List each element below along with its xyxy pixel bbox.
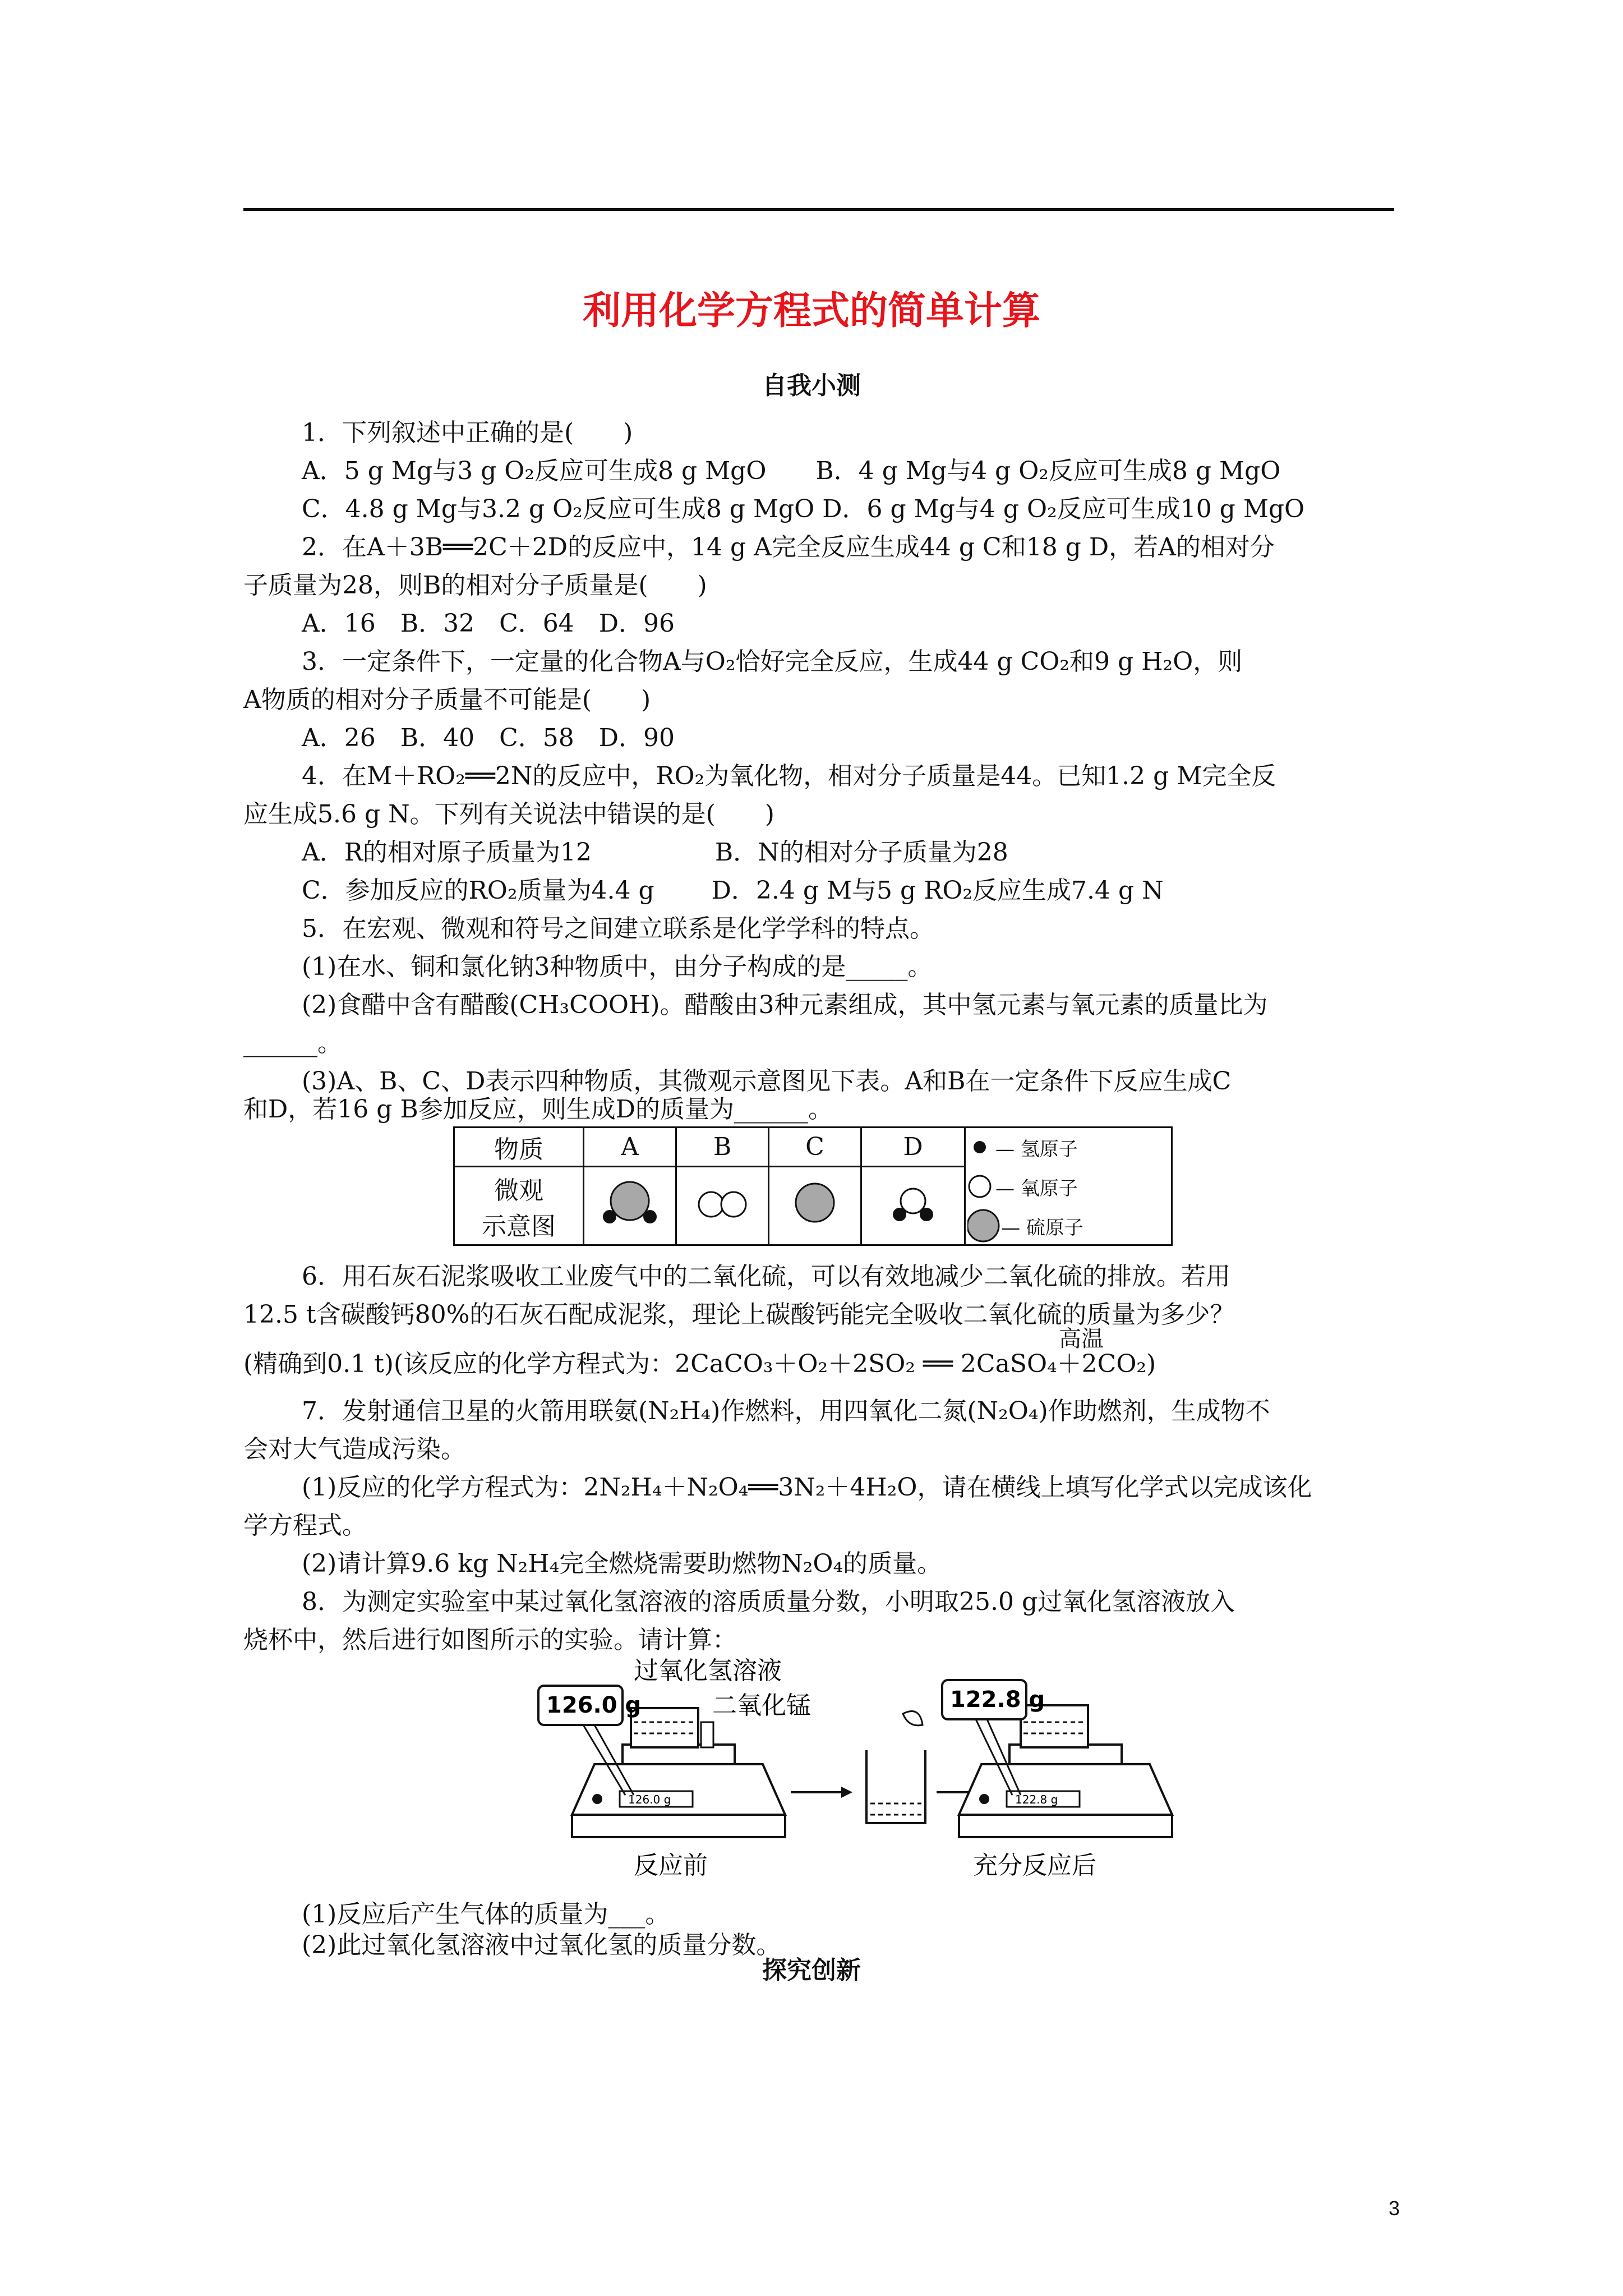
molecule-a-icon xyxy=(596,1172,663,1234)
legend-oxygen-label: — 氧原子 xyxy=(995,1177,1078,1200)
table-header-a: A xyxy=(584,1128,676,1167)
q8-part2: (2)此过氧化氢溶液中过氧化氢的质量分数。 xyxy=(302,1931,781,1959)
table-header-c: C xyxy=(769,1128,861,1167)
q1-stem: 1．下列叙述中正确的是( ) xyxy=(302,418,633,447)
figure-label-h2o2: 过氧化氢溶液 xyxy=(634,1657,782,1685)
q5-part1: (1)在水、铜和氯化钠3种物质中，由分子构成的是_____。 xyxy=(302,953,933,981)
molecule-c-cell xyxy=(769,1167,861,1245)
page-title: 利用化学方程式的简单计算 xyxy=(582,289,1040,333)
q8-part1: (1)反应后产生气体的质量为___。 xyxy=(302,1900,670,1929)
experiment-figure xyxy=(527,1652,1178,1899)
q3-stem-line1: 3．一定条件下，一定量的化合物A与O₂恰好完全反应，生成44 g CO₂和9 g H₂O，则 xyxy=(302,647,1243,676)
q7-part1-line2: 学方程式。 xyxy=(243,1511,367,1540)
mass-after-label: 122.8 g xyxy=(950,1687,1045,1713)
legend-hydrogen-label: — 氢原子 xyxy=(995,1138,1078,1161)
page-number: 3 xyxy=(1389,2197,1400,2220)
molecule-c-icon xyxy=(781,1172,849,1234)
section-heading-explore: 探究创新 xyxy=(762,1956,861,1985)
table-header-d: D xyxy=(861,1128,965,1167)
molecule-b-icon xyxy=(689,1172,756,1234)
hydrogen-atom-icon xyxy=(967,1136,995,1158)
q5-part2-line1: (2)食醋中含有醋酸(CH₃COOH)。醋酸由3种元素组成，其中氢元素与氧元素的质量比为 xyxy=(302,991,1268,1019)
caption-after: 充分反应后 xyxy=(973,1851,1096,1880)
q1-options-cd: C．4.8 g Mg与3.2 g O₂反应可生成8 g MgO D．6 g Mg与4 g O₂反应可生成10 g MgO xyxy=(302,495,1305,523)
q4-stem-line2: 应生成5.6 g N。下列有关说法中错误的是( ) xyxy=(243,800,774,829)
q7-part2: (2)请计算9.6 kg N₂H₄完全燃烧需要助燃物N₂O₄的质量。 xyxy=(302,1549,942,1578)
section-heading-self-test: 自我小测 xyxy=(762,371,861,400)
q4-stem-line1: 4．在M＋RO₂══2N的反应中，RO₂为氧化物，相对分子质量是44。已知1.2 g M完全反 xyxy=(302,762,1276,790)
q4-options-ab: A．R的相对原子质量为12 B．N的相对分子质量为28 xyxy=(302,838,1008,867)
table-header-substance: 物质 xyxy=(454,1128,584,1167)
beaker-icon xyxy=(866,1711,925,1824)
row-label-line1: 微观 xyxy=(494,1176,543,1205)
molecule-d-icon xyxy=(879,1172,947,1234)
molecule-d-cell xyxy=(861,1167,965,1245)
sulfur-atom-icon xyxy=(967,1208,1001,1244)
q7-stem-line2: 会对大气造成污染。 xyxy=(243,1435,465,1464)
display-after: 122.8 g xyxy=(1015,1793,1058,1806)
q5-part3-line2: 和D，若16 g B参加反应，则生成D的质量为______。 xyxy=(243,1095,833,1124)
q6-stem-line2: 12.5 t含碳酸钙80%的石灰石配成泥浆，理论上碳酸钙能完全吸收二氧化硫的质量为多少？ xyxy=(243,1300,1235,1329)
q4-options-cd: C．参加反应的RO₂质量为4.4 g D．2.4 g M与5 g RO₂反应生成7.4 g N xyxy=(302,876,1164,905)
q5-stem: 5．在宏观、微观和符号之间建立联系是化学学科的特点。 xyxy=(302,914,934,943)
legend-oxygen xyxy=(967,1167,1141,1206)
display-before: 126.0 g xyxy=(628,1793,671,1806)
q7-stem-line1: 7．发射通信卫星的火箭用联氨(N₂H₄)作燃料，用四氧化二氮(N₂O₄)作助燃剂，生成物不 xyxy=(302,1397,1270,1425)
oxygen-atom-icon xyxy=(967,1172,995,1200)
q5-part3-line1: (3)A、B、C、D表示四种物质，其微观示意图见下表。A和B在一定条件下反应生成C xyxy=(302,1067,1232,1096)
q7-part1-line1: (1)反应的化学方程式为：2N₂H₄＋N₂O₄══3N₂＋4H₂O，请在横线上填写化学式以完成该化 xyxy=(302,1473,1312,1502)
atom-legend xyxy=(967,1128,1141,1245)
legend-hydrogen xyxy=(967,1128,1141,1167)
figure-label-mno2: 二氧化锰 xyxy=(712,1691,811,1720)
top-rule xyxy=(243,208,1394,211)
molecule-a-cell xyxy=(584,1167,676,1245)
table-row-label xyxy=(454,1167,584,1245)
q6-equation: (精确到0.1 t)(该反应的化学方程式为：2CaCO₃＋O₂＋2SO₂ ══ 2CaSO₄＋2CO₂) xyxy=(243,1350,1156,1378)
q3-stem-line2: A物质的相对分子质量不可能是( ) xyxy=(243,685,651,714)
q1-options-ab: A．5 g Mg与3 g O₂反应可生成8 g MgO B．4 g Mg与4 g O₂反应可生成8 g MgO xyxy=(302,457,1281,485)
molecule-b-cell xyxy=(676,1167,769,1245)
q2-stem-line1: 2．在A＋3B══2C＋2D的反应中，14 g A完全反应生成44 g C和18 g D，若A的相对分 xyxy=(302,533,1275,562)
q2-options: A．16 B．32 C．64 D．96 xyxy=(302,609,675,638)
q5-part2-line2: ______。 xyxy=(243,1029,342,1057)
legend-sulfur xyxy=(967,1206,1141,1245)
eq-condition: 高温 xyxy=(1059,1326,1104,1352)
balance-before-icon xyxy=(572,1708,785,1837)
row-label-line2: 示意图 xyxy=(482,1212,556,1241)
q8-stem-line2: 烧杯中，然后进行如图所示的实验。请计算： xyxy=(243,1626,737,1654)
balance-after-icon xyxy=(959,1705,1172,1837)
q3-options: A．26 B．40 C．58 D．90 xyxy=(302,724,675,752)
q6-stem-line1: 6．用石灰石泥浆吸收工业废气中的二氧化硫，可以有效地减少二氧化硫的排放。若用 xyxy=(302,1262,1230,1291)
legend-sulfur-label: — 硫原子 xyxy=(1001,1216,1083,1239)
q2-stem-line2: 子质量为28，则B的相对分子质量是( ) xyxy=(243,571,707,600)
q8-stem-line1: 8．为测定实验室中某过氧化氢溶液的溶质质量分数，小明取25.0 g过氧化氢溶液放入 xyxy=(302,1588,1235,1616)
caption-before: 反应前 xyxy=(634,1851,708,1880)
mass-before-label: 126.0 g xyxy=(546,1692,642,1718)
table-header-b: B xyxy=(676,1128,769,1167)
